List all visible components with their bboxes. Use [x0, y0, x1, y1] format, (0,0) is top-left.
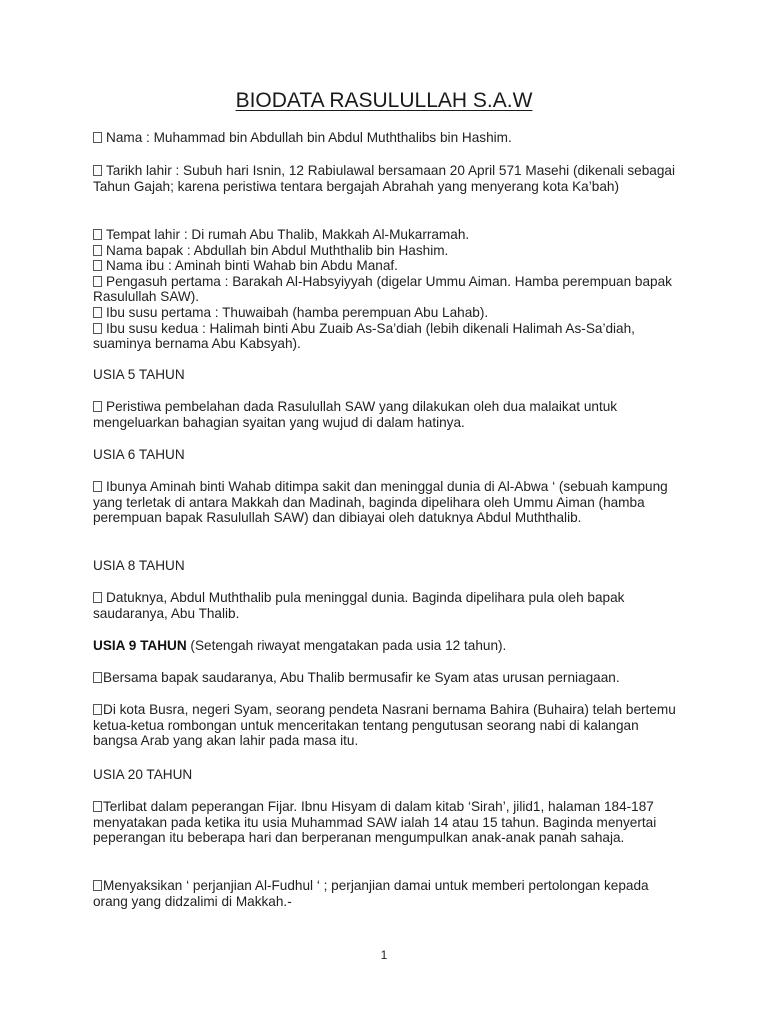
list-item: Pengasuh pertama : Barakah Al-Habsyiyyah (digelar Ummu Aiman. Hamba perempuan bapak Rasulullah SAW).	[93, 273, 672, 305]
bio-list	[93, 227, 683, 352]
bio-item-text: Tarikh lahir : Subuh hari Isnin, 12 Rabiulawal bersamaan 20 April 571 Masehi (dikenali sebagai Tahun Gajah; karena peristiwa tentara bergajah Abrahah yang menyerang kota Ka’bah)	[93, 163, 675, 194]
page-number: 1	[380, 948, 388, 962]
section-paragraph: Datuknya, Abdul Muththalib pula meninggal dunia. Baginda dipelihara pula oleh bapak saudaranya, Abu Thalib.	[93, 590, 625, 621]
page-title: BIODATA RASULULLAH S.A.W	[235, 89, 533, 112]
section-paragraph: Terlibat dalam peperangan Fijar. Ibnu Hisyam di dalam kitab ‘Sirah’, jilid1, halaman 184-187 menyatakan pada ketika itu usia Muhammad SAW ialah 14 atau 15 tahun. Baginda menyertai peperangan itu beberapa hari dan berperanan mengumpulkan anak-anak panah sahaja.	[93, 799, 657, 846]
list-item: Tempat lahir : Di rumah Abu Thalib, Makkah Al-Mukarramah.	[93, 227, 683, 243]
square-bullet-icon	[93, 245, 102, 256]
square-bullet-icon	[93, 323, 102, 334]
list-item: Nama ibu : Aminah binti Wahab bin Abdu Manaf.	[93, 258, 683, 274]
section-paragraph: Bersama bapak saudaranya, Abu Thalib bermusafir ke Syam atas urusan perniagaan.	[93, 670, 683, 686]
section-heading-usia-9	[93, 638, 683, 654]
square-bullet-icon	[93, 229, 102, 240]
square-bullet-icon	[93, 672, 102, 683]
section-heading: USIA 9 TAHUN	[93, 638, 187, 653]
square-bullet-icon	[93, 401, 102, 412]
list-item: Nama bapak : Abdullah bin Abdul Muththalib bin Hashim.	[93, 243, 683, 259]
section-paragraph: Peristiwa pembelahan dada Rasulullah SAW yang dilakukan oleh dua malaikat untuk mengeluarkan bahagian syaitan yang wujud di dalam hatinya.	[93, 399, 618, 430]
section-paragraph: Menyaksikan ‘ perjanjian Al-Fudhul ‘ ; perjanjian damai untuk memberi pertolongan kepada orang yang didzalimi di Makkah.-	[93, 878, 649, 909]
section-paragraph: Ibunya Aminah binti Wahab ditimpa sakit dan meninggal dunia di Al-Abwa ‘ (sebuah kampung yang terletak di antara Makkah dan Madinah, baginda dipelihara oleh Ummu Aiman (hamba perempuan bapak Rasulullah SAW) dan dibiayai oleh datuknya Abdul Muththalib.	[93, 479, 668, 526]
square-bullet-icon	[93, 801, 102, 812]
square-bullet-icon	[93, 307, 102, 318]
list-item: Ibu susu pertama : Thuwaibah (hamba perempuan Abu Lahab).	[93, 305, 683, 321]
section-heading: USIA 6 TAHUN	[93, 447, 185, 462]
section-heading: USIA 20 TAHUN	[93, 767, 193, 782]
square-bullet-icon	[93, 880, 102, 891]
section-heading: USIA 5 TAHUN	[93, 367, 185, 382]
square-bullet-icon	[93, 260, 102, 271]
bio-item-text: Nama : Muhammad bin Abdullah bin Abdul Muththalibs bin Hashim.	[106, 130, 512, 145]
section-heading: USIA 8 TAHUN	[93, 558, 185, 573]
bio-item-tarikh	[93, 163, 683, 194]
list-item: Ibu susu kedua : Halimah binti Abu Zuaib As-Sa’diah (lebih dikenali Halimah As-Sa’diah, suaminya bernama Abu Kabsyah).	[93, 320, 635, 352]
bio-item-nama	[93, 130, 683, 146]
square-bullet-icon	[93, 276, 102, 287]
square-bullet-icon	[93, 165, 102, 176]
square-bullet-icon	[93, 592, 102, 603]
square-bullet-icon	[93, 132, 102, 143]
section-paragraph: Di kota Busra, negeri Syam, seorang pendeta Nasrani bernama Bahira (Buhaira) telah bertemu ketua-ketua rombongan untuk menceritakan tentang pengutusan seorang nabi di kalangan bangsa Arab yang akan lahir pada masa itu.	[93, 702, 676, 749]
section-heading-note: (Setengah riwayat mengatakan pada usia 12 tahun).	[186, 638, 507, 653]
square-bullet-icon	[93, 704, 102, 715]
square-bullet-icon	[93, 481, 102, 492]
